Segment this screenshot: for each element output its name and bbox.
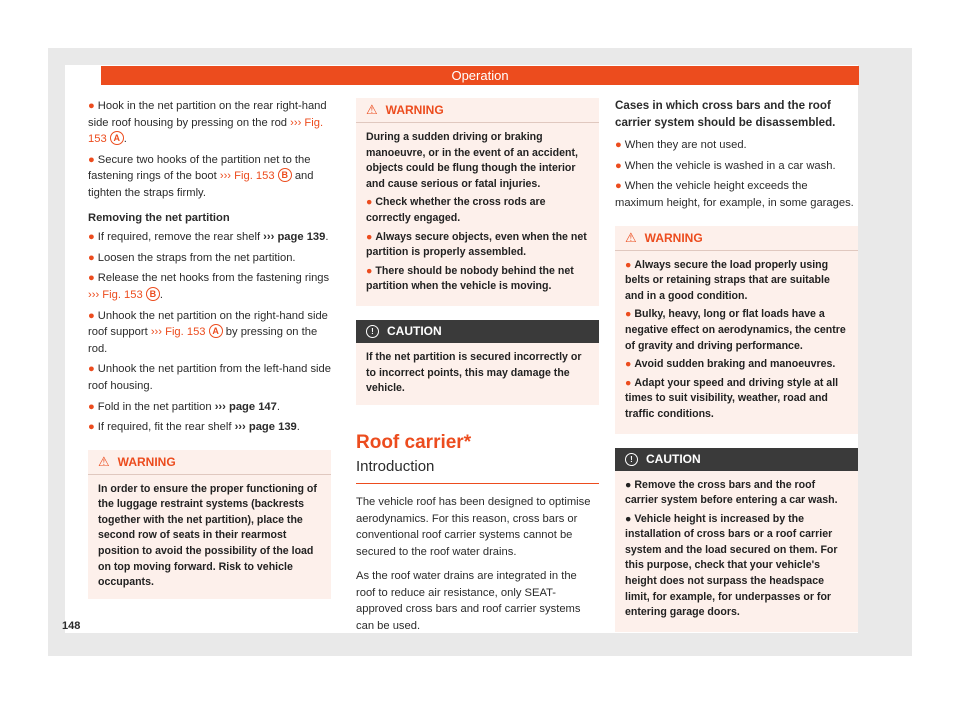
bullet-icon: ● bbox=[88, 400, 95, 413]
info-icon: ! bbox=[625, 453, 638, 466]
warning-item: ● Bulky, heavy, long or flat loads have a negative effect on aerodynamics, the centre of gravity and driving performance. bbox=[625, 308, 846, 352]
removal-step-1: ● If required, remove the rear shelf ››› page 139. bbox=[88, 231, 329, 244]
warning-box bbox=[615, 226, 858, 434]
bullet-icon: ● bbox=[88, 272, 95, 285]
page-header: Operation bbox=[101, 66, 859, 85]
bullet-icon: ● bbox=[88, 363, 95, 376]
bullet-icon: ● bbox=[366, 264, 373, 277]
bullet-icon: ● bbox=[88, 231, 95, 244]
warning-item: ● Always secure the load properly using belts or retaining straps that are suitable and in a good condition. bbox=[625, 258, 830, 302]
badge-a: A bbox=[110, 131, 124, 145]
paragraph: As the roof water drains are integrated in the roof to reduce air resistance, only SEAT-approved cross bars and roof carrier systems can be used. bbox=[356, 570, 581, 633]
warning-item: ● There should be nobody behind the net partition when the vehicle is moving. bbox=[366, 264, 574, 293]
bullet-icon: ● bbox=[625, 358, 632, 371]
bullet-icon: ● bbox=[625, 258, 632, 271]
instruction-2: ● Secure two hooks of the partition net to the fastening rings of the boot ››› Fig. 153 B and tighten the straps firmly. bbox=[88, 153, 314, 199]
bullet-icon: ● bbox=[615, 159, 622, 172]
warning-box bbox=[88, 450, 331, 599]
warning-item: ● Always secure objects, even when the net partition is properly assembled. bbox=[366, 230, 587, 259]
warning-item: ● Adapt your speed and driving style at all times to suit visibility, weather, road and traffic conditions. bbox=[625, 376, 839, 420]
bullet-icon: ● bbox=[88, 153, 95, 166]
removal-step-2: ● Loosen the straps from the net partition. bbox=[88, 251, 296, 264]
removal-step-5: ● Unhook the net partition from the left-hand side roof housing. bbox=[88, 363, 331, 392]
ref-link[interactable]: ››› Fig. 153 bbox=[88, 288, 143, 301]
list-item: ● When they are not used. bbox=[615, 139, 747, 152]
bullet-icon: ● bbox=[366, 196, 373, 209]
section-title: Roof carrier* bbox=[356, 431, 472, 453]
bullet-icon: ● bbox=[615, 139, 622, 152]
removal-step-6: ● Fold in the net partition ››› page 147. bbox=[88, 400, 280, 413]
warning-icon: ⚠ bbox=[625, 229, 637, 245]
instruction-1: ● Hook in the net partition on the rear right-hand side roof housing by pressing on the rod ››› Fig. 153 A . bbox=[88, 100, 327, 146]
paragraph: The vehicle roof has been designed to optimise aerodynamics. For this reason, cross bars or conventional roof carrier systems cannot be secured to the roof water drains. bbox=[356, 495, 591, 558]
ref-link[interactable]: ››› Fig. 153 bbox=[88, 116, 324, 146]
removal-step-3: ● Release the net hooks from the fastening rings ››› Fig. 153 B . bbox=[88, 272, 330, 301]
warning-icon: ⚠ bbox=[98, 453, 110, 469]
bullet-icon: ● bbox=[625, 478, 632, 491]
info-icon: ! bbox=[366, 325, 379, 338]
column-1 bbox=[88, 98, 331, 599]
caution-header: ! CAUTION bbox=[615, 448, 858, 471]
caution-text: If the net partition is secured incorrectly or to incorrect points, this may damage the vehicle. bbox=[366, 350, 582, 395]
list-item: ● When the vehicle height exceeds the maximum height, for example, in some garages. bbox=[615, 180, 854, 209]
warning-icon: ⚠ bbox=[366, 102, 378, 117]
section-heading: Cases in which cross bars and the roof carrier system should be disassembled. bbox=[615, 99, 836, 129]
caution-body bbox=[615, 471, 858, 632]
list-item: ● When the vehicle is washed in a car wash. bbox=[615, 159, 836, 172]
bullet-icon: ● bbox=[88, 309, 95, 322]
bullet-icon: ● bbox=[88, 251, 95, 264]
caution-item: ● Vehicle height is increased by the installation of cross bars or a roof carrier system and the load secured on them. For this purpose, check that your vehicle's height does not surpass the headspace limit, for example, for underpasses or for entering garage doors. bbox=[625, 512, 838, 619]
warning-item: ● Avoid sudden braking and manoeuvres. bbox=[625, 358, 836, 371]
badge-b: B bbox=[146, 287, 160, 301]
warning-intro: During a sudden driving or braking manoeuvre, or in the event of an accident, objects could be flung though the interior and cause serious or fatal injuries. bbox=[366, 131, 578, 190]
caution-header: ! CAUTION bbox=[356, 320, 599, 343]
badge-a: A bbox=[209, 324, 223, 338]
bullet-icon: ● bbox=[615, 180, 622, 193]
sub-title: Introduction bbox=[356, 459, 599, 484]
bullet-icon: ● bbox=[625, 376, 632, 389]
warning-body bbox=[615, 251, 858, 434]
warning-box bbox=[356, 98, 599, 306]
warning-header: ⚠ WARNING bbox=[356, 98, 599, 123]
section-heading: Removing the net partition bbox=[88, 211, 230, 224]
ref-link[interactable]: ››› page 139 bbox=[263, 231, 326, 244]
bullet-icon: ● bbox=[366, 230, 373, 243]
removal-step-4: ● Unhook the net partition on the right-hand side roof support ››› Fig. 153 A by pressing on the rod. bbox=[88, 309, 328, 355]
badge-b: B bbox=[278, 168, 292, 182]
warning-item: ● Check whether the cross rods are correctly engaged. bbox=[366, 196, 546, 224]
warning-text: In order to ensure the proper functioning of the luggage restraint systems (backrests together with the net partition), place the second row of seats in their rearmost position to avoid the possibility of the load on top moving forward. Risk to vehicle occupants. bbox=[98, 482, 317, 589]
warning-header: ⚠ WARNING bbox=[615, 226, 858, 251]
bullet-icon: ● bbox=[625, 308, 632, 321]
caution-box bbox=[356, 320, 599, 405]
caution-box bbox=[615, 448, 858, 632]
bullet-icon: ● bbox=[88, 100, 95, 112]
bullet-icon: ● bbox=[625, 512, 632, 525]
caution-item: ● Remove the cross bars and the roof carrier system before entering a car wash. bbox=[625, 478, 838, 507]
warning-header: ⚠ WARNING bbox=[88, 450, 331, 475]
removal-step-7: ● If required, fit the rear shelf ››› page 139. bbox=[88, 421, 300, 434]
ref-link[interactable]: ››› page 139 bbox=[234, 421, 297, 434]
warning-body bbox=[356, 123, 599, 306]
bullet-icon: ● bbox=[88, 421, 95, 434]
column-2 bbox=[356, 98, 599, 639]
ref-link[interactable]: ››› Fig. 153 bbox=[219, 170, 275, 183]
ref-link[interactable]: ››› page 147 bbox=[214, 400, 277, 413]
column-3 bbox=[615, 98, 858, 632]
ref-link[interactable]: ››› Fig. 153 bbox=[150, 326, 206, 339]
page-number: 148 bbox=[62, 620, 81, 632]
